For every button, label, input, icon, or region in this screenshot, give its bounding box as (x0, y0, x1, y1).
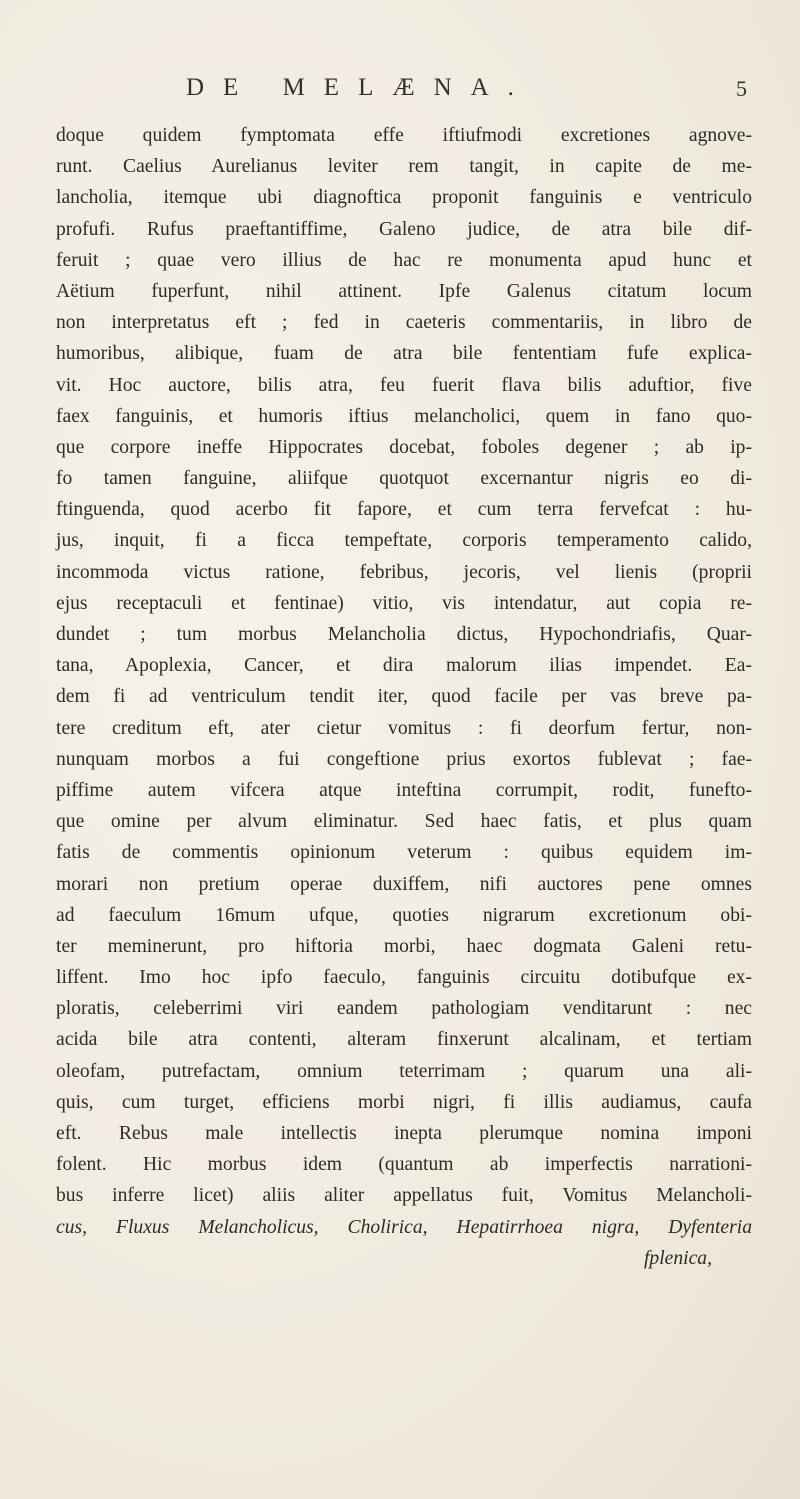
text-line: folent. Hic morbus idem (quantum ab imperfectis narrationi- (56, 1154, 752, 1176)
text-line: humoribus, alibique, fuam de atra bile fententiam fufe explica- (56, 343, 752, 365)
text-line: ad faeculum 16mum ufque, quoties nigrarum excretionum obi- (56, 904, 752, 926)
text-line: que omine per alvum eliminatur. Sed haec fatis, et plus quam (56, 811, 752, 833)
text-line: fatis de commentis opinionum veterum : quibus equidem im- (56, 842, 752, 864)
running-title: DE MELÆNA. (186, 74, 533, 101)
text-line: runt. Caelius Aurelianus leviter rem tangit, in capite de me- (56, 156, 752, 178)
text-line: eft. Rebus male intellectis inepta plerumque nomina imponi (56, 1123, 752, 1144)
text-line: morari non pretium operae duxiffem, nifi auctores pene omnes (56, 873, 752, 895)
text-line: incommoda victus ratione, febribus, jecoris, vel lienis (proprii (56, 561, 752, 583)
text-line: cus, Fluxus Melancholicus, Cholirica, Hepatirrhoea nigra, Dyfenteria (56, 1216, 752, 1238)
text-line: ejus receptaculi et fentinae) vitio, vis intendatur, aut copia re- (56, 592, 752, 614)
text-line: liffent. Imo hoc ipfo faeculo, fanguinis circuitu dotibufque ex- (56, 967, 752, 989)
text-line: Aëtium fuperfunt, nihil attinent. Ipfe Galenus citatum locum (56, 280, 752, 302)
text-line: profufi. Rufus praeftantiffime, Galeno judice, de atra bile dif- (56, 218, 752, 240)
page-number: 5 (736, 76, 747, 101)
text-line: doque quidem fymptomata effe iftiufmodi excretiones agnove- (56, 125, 752, 146)
text-line: lancholia, itemque ubi diagnoftica proponit fanguinis e ventriculo (56, 187, 752, 209)
page-header (0, 72, 800, 112)
text-line: vit. Hoc auctore, bilis atra, feu fuerit flava bilis aduftior, five (56, 374, 752, 396)
text-line: fo tamen fanguine, aliifque quotquot excernantur nigris eo di- (56, 468, 752, 490)
text-line: tana, Apoplexia, Cancer, et dira malorum ilias impendet. Ea- (56, 655, 752, 677)
text-line: tere creditum eft, ater cietur vomitus : fi deorfum fertur, non- (56, 717, 752, 739)
catchword-line: fplenica, (643, 1247, 712, 1269)
text-line: faex fanguinis, et humoris iftius melancholici, quem in fano quo- (56, 405, 752, 427)
text-line: ter meminerunt, pro hiftoria morbi, haec dogmata Galeni retu- (56, 935, 752, 957)
body-text (56, 120, 752, 1274)
text-line: quis, cum turget, efficiens morbi nigri, fi illis audiamus, caufa (56, 1091, 752, 1113)
text-line: bus inferre licet) aliis aliter appellatus fuit, Vomitus Melancholi- (56, 1185, 752, 1207)
text-line: jus, inquit, fi a ficca tempeftate, corporis temperamento calido, (56, 530, 752, 552)
text-line: piffime autem vifcera atque inteftina corrumpit, rodit, funefto- (56, 779, 752, 801)
text-line: nunquam morbos a fui congeftione prius exortos fublevat ; fae- (56, 748, 752, 770)
text-line: ftinguenda, quod acerbo fit fapore, et cum terra fervefcat : hu- (56, 499, 752, 521)
text-line: oleofam, putrefactam, omnium teterrimam ; quarum una ali- (56, 1060, 752, 1082)
text-line: ploratis, celeberrimi viri eandem pathologiam venditarunt : nec (56, 998, 752, 1020)
text-line: non interpretatus eft ; fed in caeteris commentariis, in libro de (56, 312, 752, 334)
text-line: dundet ; tum morbus Melancholia dictus, Hypochondriafis, Quar- (56, 624, 752, 645)
text-line: que corpore ineffe Hippocrates docebat, foboles degener ; ab ip- (56, 436, 752, 458)
text-line: feruit ; quae vero illius de hac re monumenta apud hunc et (56, 249, 752, 271)
text-line: acida bile atra contenti, alteram finxerunt alcalinam, et tertiam (56, 1029, 752, 1051)
text-line: dem fi ad ventriculum tendit iter, quod facile per vas breve pa- (56, 686, 752, 708)
